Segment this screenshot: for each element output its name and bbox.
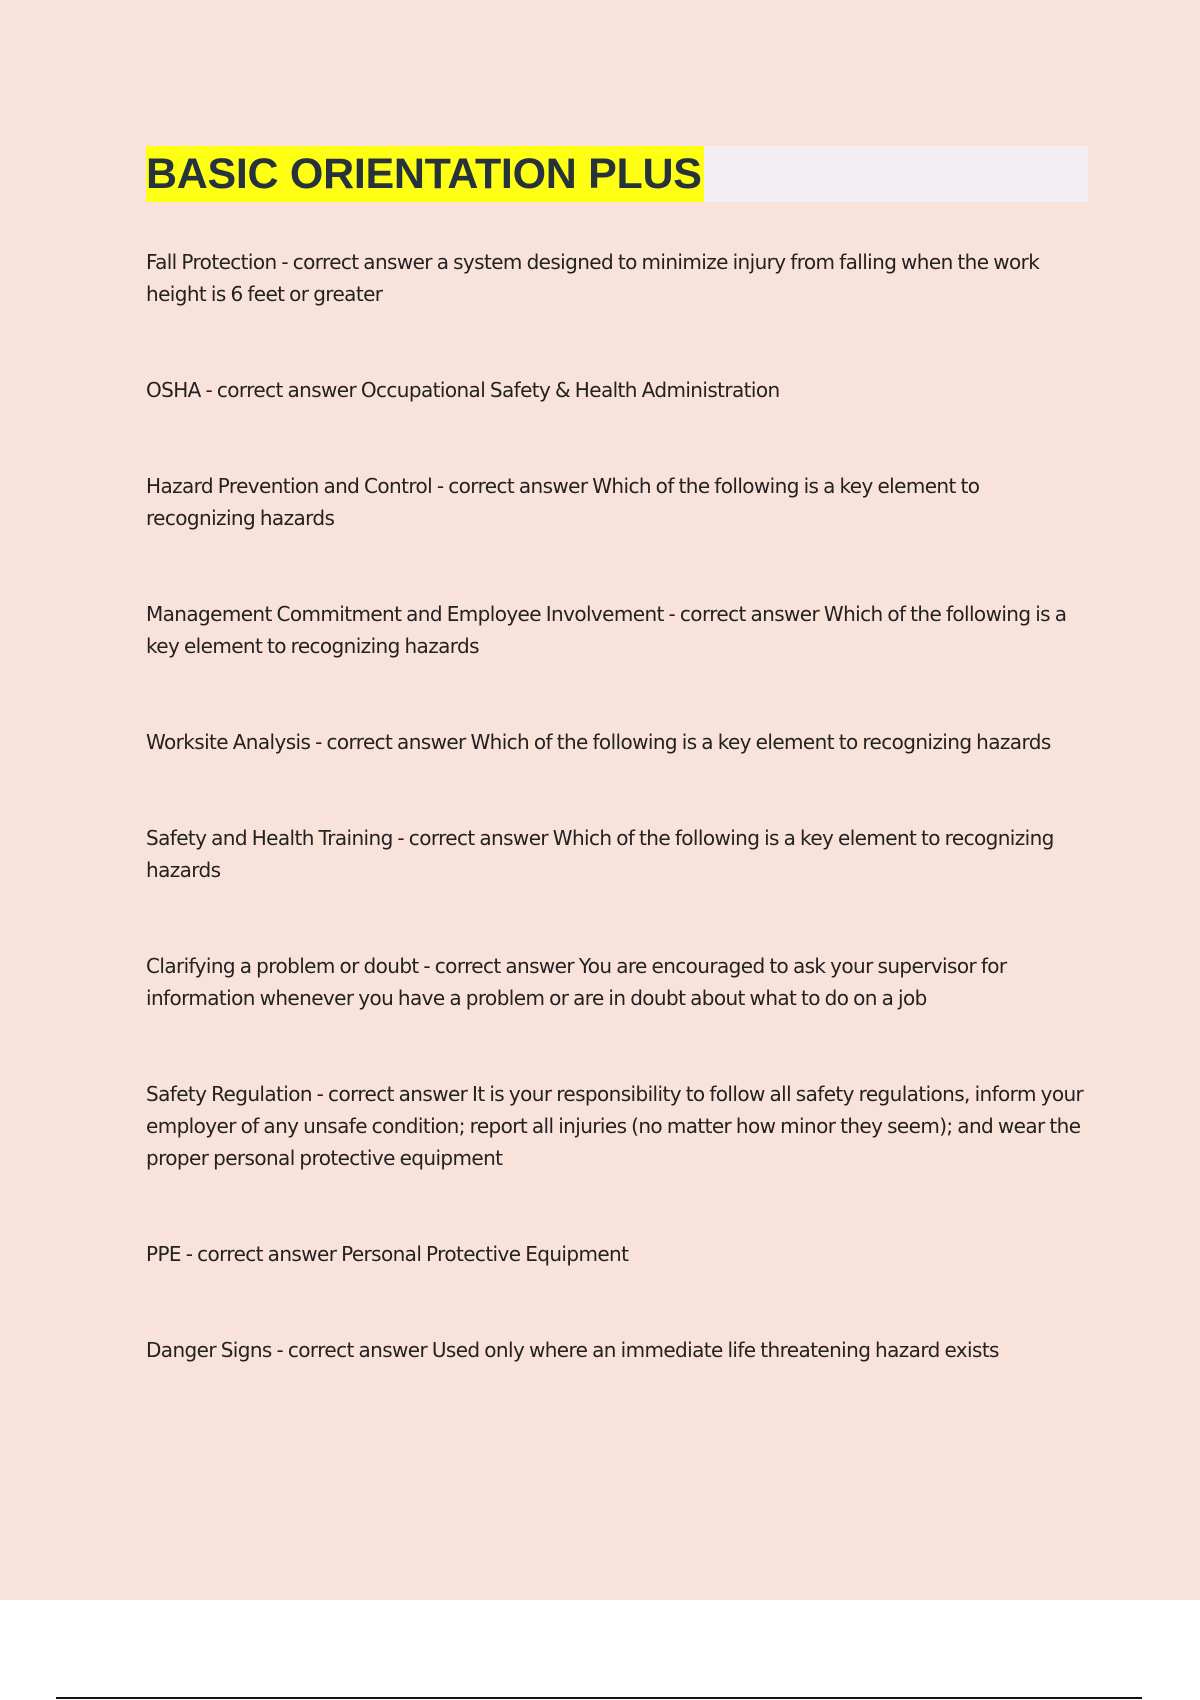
list-item: Hazard Prevention and Control - correct answer Which of the following is a key element to recognizing hazards [146, 474, 980, 530]
page-title: BASIC ORIENTATION PLUS [146, 146, 704, 202]
title-band [146, 146, 1088, 202]
list-item: Safety and Health Training - correct answer Which of the following is a key element to recognizing hazards [146, 826, 1054, 882]
footer-divider [56, 1697, 1142, 1699]
list-item: Safety Regulation - correct answer It is your responsibility to follow all safety regulations, inform your employer of any unsafe condition; report all injuries (no matter how minor they seem); and wear the proper personal protective equipment [146, 1082, 1084, 1170]
list-item: PPE - correct answer Personal Protective Equipment [146, 1242, 629, 1266]
list-item: Clarifying a problem or doubt - correct answer You are encouraged to ask your supervisor for information whenever you have a problem or are in doubt about what to do on a job [146, 954, 1007, 1010]
list-item: Worksite Analysis - correct answer Which of the following is a key element to recognizing hazards [146, 730, 1051, 754]
list-item: Fall Protection - correct answer a system designed to minimize injury from falling when the work height is 6 feet or greater [146, 250, 1040, 306]
list-item: OSHA - correct answer Occupational Safety & Health Administration [146, 378, 780, 402]
entry-list [146, 246, 1088, 1366]
document-content [146, 146, 1088, 1366]
list-item: Danger Signs - correct answer Used only where an immediate life threatening hazard exists [146, 1338, 999, 1362]
list-item: Management Commitment and Employee Involvement - correct answer Which of the following is a key element to recognizing hazards [146, 602, 1067, 658]
